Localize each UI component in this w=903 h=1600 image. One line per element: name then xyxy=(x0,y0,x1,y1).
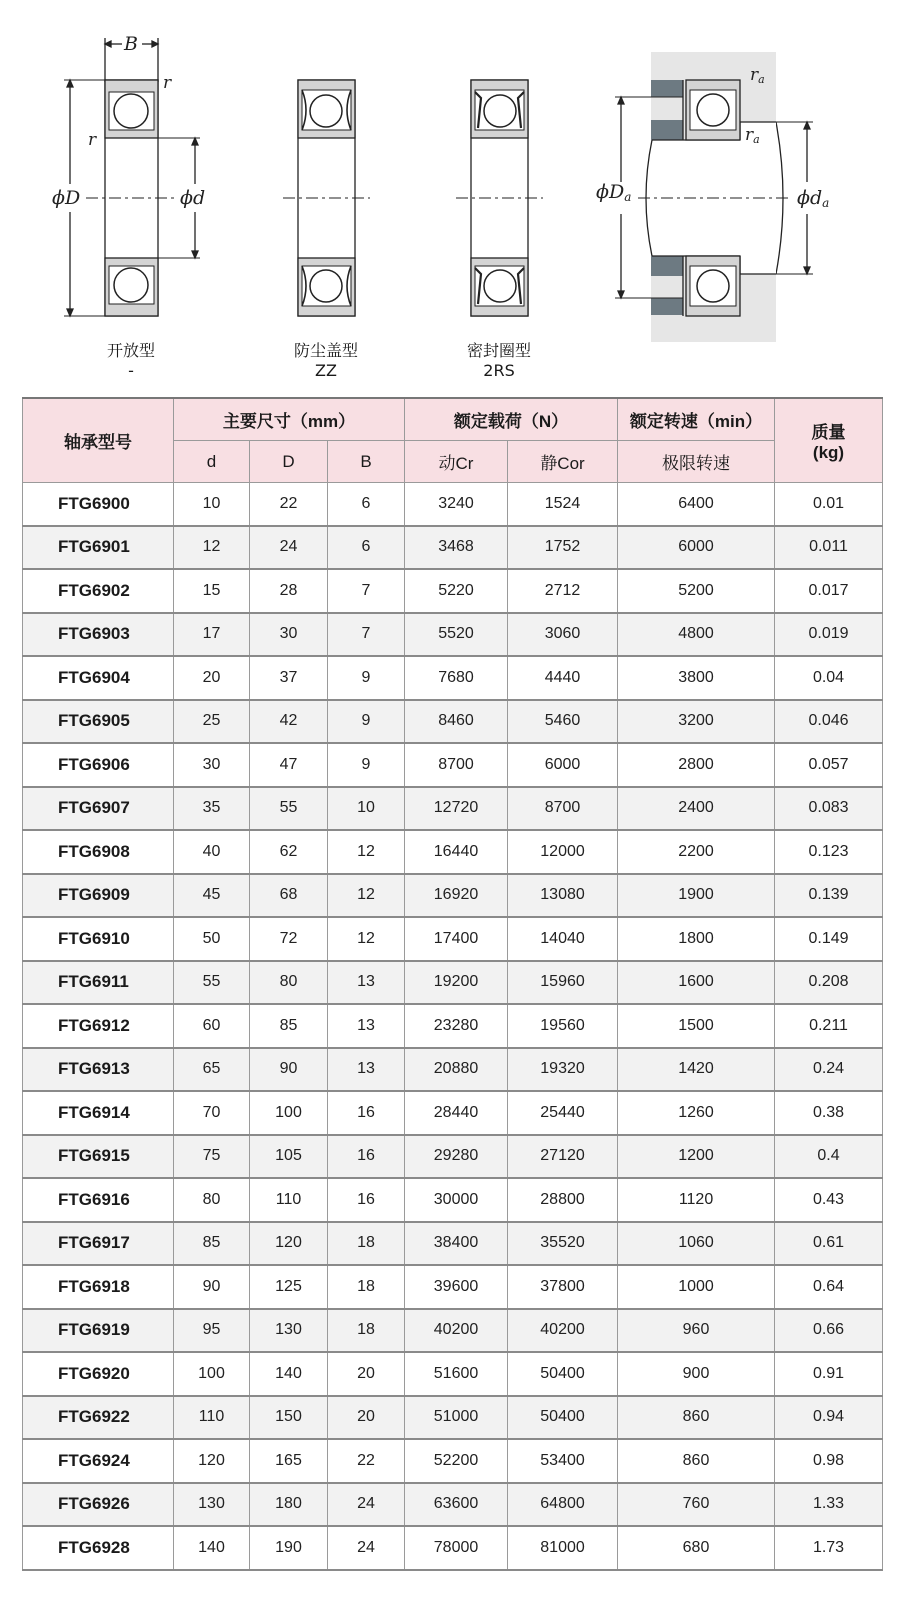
cell-cr: 12720 xyxy=(405,787,508,831)
cell-d: 95 xyxy=(174,1309,250,1353)
label-open-title: 开放型 xyxy=(106,341,155,360)
cell-limit-speed: 960 xyxy=(618,1309,775,1353)
cell-D: 22 xyxy=(250,483,328,526)
table-row xyxy=(23,1222,883,1266)
cell-d: 12 xyxy=(174,526,250,570)
cell-mass: 0.149 xyxy=(775,917,883,961)
cell-cr: 16920 xyxy=(405,874,508,918)
cell-D: 180 xyxy=(250,1483,328,1527)
cell-cr: 52200 xyxy=(405,1439,508,1483)
header-load: 额定载荷（N） xyxy=(405,398,618,441)
cell-D: 42 xyxy=(250,700,328,744)
cell-limit-speed: 1800 xyxy=(618,917,775,961)
cell-B: 16 xyxy=(328,1091,405,1135)
cell-cr: 8460 xyxy=(405,700,508,744)
header-d: d xyxy=(174,441,250,483)
cell-B: 24 xyxy=(328,1526,405,1570)
diagram-2rs xyxy=(456,80,543,316)
cell-d: 70 xyxy=(174,1091,250,1135)
cell-cr: 16440 xyxy=(405,830,508,874)
cell-d: 80 xyxy=(174,1178,250,1222)
cell-cor: 28800 xyxy=(508,1178,618,1222)
cell-B: 16 xyxy=(328,1135,405,1179)
cell-cor: 27120 xyxy=(508,1135,618,1179)
spec-table-body xyxy=(23,483,883,1570)
label-2rs-code: 2RS xyxy=(483,361,515,380)
cell-mass: 0.43 xyxy=(775,1178,883,1222)
table-row xyxy=(23,743,883,787)
cell-D: 140 xyxy=(250,1352,328,1396)
label-zz-code: ZZ xyxy=(315,361,337,380)
cell-model: FTG6917 xyxy=(23,1222,174,1266)
cell-cor: 25440 xyxy=(508,1091,618,1135)
cell-limit-speed: 1500 xyxy=(618,1004,775,1048)
cell-D: 100 xyxy=(250,1091,328,1135)
table-row xyxy=(23,1004,883,1048)
cell-cr: 5520 xyxy=(405,613,508,657)
cell-limit-speed: 6000 xyxy=(618,526,775,570)
cell-model: FTG6920 xyxy=(23,1352,174,1396)
cell-model: FTG6912 xyxy=(23,1004,174,1048)
table-row xyxy=(23,787,883,831)
cell-mass: 0.01 xyxy=(775,483,883,526)
cell-cor: 13080 xyxy=(508,874,618,918)
cell-limit-speed: 2200 xyxy=(618,830,775,874)
cell-d: 17 xyxy=(174,613,250,657)
cell-D: 190 xyxy=(250,1526,328,1570)
dim-phi-Da: ϕDa xyxy=(596,181,632,204)
cell-model: FTG6919 xyxy=(23,1309,174,1353)
table-row xyxy=(23,917,883,961)
cell-D: 55 xyxy=(250,787,328,831)
cell-cor: 53400 xyxy=(508,1439,618,1483)
table-row xyxy=(23,830,883,874)
header-model: 轴承型号 xyxy=(23,398,174,483)
cell-cor: 15960 xyxy=(508,961,618,1005)
cell-mass: 0.04 xyxy=(775,656,883,700)
cell-limit-speed: 1900 xyxy=(618,874,775,918)
table-row xyxy=(23,656,883,700)
cell-model: FTG6914 xyxy=(23,1091,174,1135)
cell-B: 9 xyxy=(328,700,405,744)
dim-phi-da: ϕda xyxy=(797,187,830,210)
table-row xyxy=(23,1352,883,1396)
cell-cor: 40200 xyxy=(508,1309,618,1353)
cell-limit-speed: 6400 xyxy=(618,483,775,526)
cell-B: 18 xyxy=(328,1265,405,1309)
cell-B: 12 xyxy=(328,917,405,961)
cell-D: 30 xyxy=(250,613,328,657)
cell-limit-speed: 860 xyxy=(618,1396,775,1440)
header-speed: 额定转速（min） xyxy=(618,398,775,441)
cell-B: 13 xyxy=(328,1004,405,1048)
cell-cr: 40200 xyxy=(405,1309,508,1353)
cell-d: 35 xyxy=(174,787,250,831)
cell-cr: 51000 xyxy=(405,1396,508,1440)
cell-mass: 0.94 xyxy=(775,1396,883,1440)
cell-limit-speed: 2800 xyxy=(618,743,775,787)
cell-B: 7 xyxy=(328,613,405,657)
dim-ra-top: ra xyxy=(750,65,765,86)
table-row xyxy=(23,1178,883,1222)
cell-D: 125 xyxy=(250,1265,328,1309)
cell-model: FTG6909 xyxy=(23,874,174,918)
cell-limit-speed: 760 xyxy=(618,1483,775,1527)
cell-mass: 0.139 xyxy=(775,874,883,918)
cell-model: FTG6905 xyxy=(23,700,174,744)
cell-mass: 1.33 xyxy=(775,1483,883,1527)
cell-mass: 0.24 xyxy=(775,1048,883,1092)
cell-B: 20 xyxy=(328,1352,405,1396)
cell-D: 130 xyxy=(250,1309,328,1353)
cell-d: 130 xyxy=(174,1483,250,1527)
cell-D: 47 xyxy=(250,743,328,787)
cell-d: 110 xyxy=(174,1396,250,1440)
cell-mass: 0.211 xyxy=(775,1004,883,1048)
cell-mass: 0.057 xyxy=(775,743,883,787)
diagram-mounting xyxy=(615,52,813,342)
header-mass-label: 质量 xyxy=(811,423,846,442)
cell-limit-speed: 3800 xyxy=(618,656,775,700)
cell-B: 13 xyxy=(328,1048,405,1092)
cell-B: 20 xyxy=(328,1396,405,1440)
label-zz-title: 防尘盖型 xyxy=(293,341,358,360)
cell-D: 62 xyxy=(250,830,328,874)
table-row xyxy=(23,1526,883,1570)
cell-cor: 1752 xyxy=(508,526,618,570)
cell-B: 6 xyxy=(328,526,405,570)
table-row xyxy=(23,1265,883,1309)
cell-d: 75 xyxy=(174,1135,250,1179)
cell-B: 7 xyxy=(328,569,405,613)
table-row xyxy=(23,1135,883,1179)
cell-D: 110 xyxy=(250,1178,328,1222)
cell-model: FTG6900 xyxy=(23,483,174,526)
cell-model: FTG6901 xyxy=(23,526,174,570)
cell-model: FTG6903 xyxy=(23,613,174,657)
cell-mass: 0.38 xyxy=(775,1091,883,1135)
cell-model: FTG6913 xyxy=(23,1048,174,1092)
table-row xyxy=(23,526,883,570)
table-row xyxy=(23,613,883,657)
cell-D: 105 xyxy=(250,1135,328,1179)
cell-cor: 4440 xyxy=(508,656,618,700)
cell-limit-speed: 1000 xyxy=(618,1265,775,1309)
header-limit-speed: 极限转速 xyxy=(618,441,775,483)
table-row xyxy=(23,569,883,613)
cell-mass: 0.61 xyxy=(775,1222,883,1266)
table-row xyxy=(23,961,883,1005)
cell-model: FTG6908 xyxy=(23,830,174,874)
cell-d: 120 xyxy=(174,1439,250,1483)
bearing-diagrams xyxy=(0,0,903,395)
dim-ra-side: ra xyxy=(745,125,760,146)
cell-mass: 0.208 xyxy=(775,961,883,1005)
cell-B: 18 xyxy=(328,1222,405,1266)
cell-limit-speed: 5200 xyxy=(618,569,775,613)
cell-cor: 64800 xyxy=(508,1483,618,1527)
table-row xyxy=(23,483,883,526)
cell-mass: 0.011 xyxy=(775,526,883,570)
cell-model: FTG6926 xyxy=(23,1483,174,1527)
diagram-zz xyxy=(283,80,370,316)
cell-cr: 38400 xyxy=(405,1222,508,1266)
cell-cr: 51600 xyxy=(405,1352,508,1396)
cell-B: 18 xyxy=(328,1309,405,1353)
label-2rs-title: 密封圈型 xyxy=(466,341,531,360)
cell-mass: 0.123 xyxy=(775,830,883,874)
cell-limit-speed: 1060 xyxy=(618,1222,775,1266)
dim-r-side: r xyxy=(88,130,97,150)
cell-mass: 0.66 xyxy=(775,1309,883,1353)
cell-mass: 0.91 xyxy=(775,1352,883,1396)
cell-D: 28 xyxy=(250,569,328,613)
cell-cor: 6000 xyxy=(508,743,618,787)
cell-d: 60 xyxy=(174,1004,250,1048)
cell-model: FTG6924 xyxy=(23,1439,174,1483)
cell-cor: 19560 xyxy=(508,1004,618,1048)
cell-D: 37 xyxy=(250,656,328,700)
cell-limit-speed: 2400 xyxy=(618,787,775,831)
cell-d: 20 xyxy=(174,656,250,700)
cell-model: FTG6918 xyxy=(23,1265,174,1309)
label-2rs xyxy=(449,341,549,381)
table-row xyxy=(23,700,883,744)
cell-B: 9 xyxy=(328,656,405,700)
table-row xyxy=(23,1439,883,1483)
cell-cr: 78000 xyxy=(405,1526,508,1570)
table-row xyxy=(23,1309,883,1353)
cell-cor: 14040 xyxy=(508,917,618,961)
cell-cor: 2712 xyxy=(508,569,618,613)
cell-B: 6 xyxy=(328,483,405,526)
cell-d: 50 xyxy=(174,917,250,961)
cell-model: FTG6915 xyxy=(23,1135,174,1179)
cell-mass: 0.017 xyxy=(775,569,883,613)
dim-B: B xyxy=(124,33,138,55)
cell-D: 24 xyxy=(250,526,328,570)
cell-B: 13 xyxy=(328,961,405,1005)
cell-model: FTG6904 xyxy=(23,656,174,700)
table-row xyxy=(23,1048,883,1092)
cell-B: 12 xyxy=(328,874,405,918)
cell-cor: 12000 xyxy=(508,830,618,874)
cell-mass: 1.73 xyxy=(775,1526,883,1570)
cell-D: 80 xyxy=(250,961,328,1005)
cell-limit-speed: 1260 xyxy=(618,1091,775,1135)
table-row xyxy=(23,1396,883,1440)
header-mass-unit: (kg) xyxy=(812,443,845,462)
cell-cr: 17400 xyxy=(405,917,508,961)
cell-cr: 63600 xyxy=(405,1483,508,1527)
cell-d: 15 xyxy=(174,569,250,613)
cell-B: 10 xyxy=(328,787,405,831)
cell-model: FTG6922 xyxy=(23,1396,174,1440)
cell-limit-speed: 4800 xyxy=(618,613,775,657)
cell-D: 120 xyxy=(250,1222,328,1266)
cell-cr: 3468 xyxy=(405,526,508,570)
dim-r-top: r xyxy=(163,73,172,93)
cell-B: 9 xyxy=(328,743,405,787)
cell-limit-speed: 680 xyxy=(618,1526,775,1570)
cell-model: FTG6916 xyxy=(23,1178,174,1222)
cell-d: 90 xyxy=(174,1265,250,1309)
dim-phi-D: ϕD xyxy=(52,187,81,209)
cell-cr: 3240 xyxy=(405,483,508,526)
cell-cor: 3060 xyxy=(508,613,618,657)
cell-cor: 35520 xyxy=(508,1222,618,1266)
diagram-open xyxy=(64,38,200,316)
cell-cr: 19200 xyxy=(405,961,508,1005)
cell-B: 16 xyxy=(328,1178,405,1222)
cell-cr: 28440 xyxy=(405,1091,508,1135)
table-row xyxy=(23,874,883,918)
cell-limit-speed: 1120 xyxy=(618,1178,775,1222)
cell-mass: 0.98 xyxy=(775,1439,883,1483)
cell-cor: 19320 xyxy=(508,1048,618,1092)
cell-limit-speed: 3200 xyxy=(618,700,775,744)
cell-d: 65 xyxy=(174,1048,250,1092)
cell-cor: 81000 xyxy=(508,1526,618,1570)
cell-d: 55 xyxy=(174,961,250,1005)
cell-cor: 50400 xyxy=(508,1352,618,1396)
cell-limit-speed: 1420 xyxy=(618,1048,775,1092)
bearing-diagrams-svg xyxy=(0,0,903,395)
cell-D: 85 xyxy=(250,1004,328,1048)
cell-d: 30 xyxy=(174,743,250,787)
cell-cr: 30000 xyxy=(405,1178,508,1222)
cell-cr: 5220 xyxy=(405,569,508,613)
header-mass xyxy=(775,398,883,483)
cell-d: 85 xyxy=(174,1222,250,1266)
header-cr: 动Cr xyxy=(405,441,508,483)
cell-cor: 37800 xyxy=(508,1265,618,1309)
header-B: B xyxy=(328,441,405,483)
cell-d: 140 xyxy=(174,1526,250,1570)
cell-cr: 23280 xyxy=(405,1004,508,1048)
cell-d: 25 xyxy=(174,700,250,744)
table-row xyxy=(23,1483,883,1527)
cell-limit-speed: 900 xyxy=(618,1352,775,1396)
cell-D: 150 xyxy=(250,1396,328,1440)
label-open-code: - xyxy=(128,361,134,380)
bearing-spec-table xyxy=(22,397,883,1571)
table-row xyxy=(23,1091,883,1135)
cell-d: 40 xyxy=(174,830,250,874)
cell-cor: 8700 xyxy=(508,787,618,831)
cell-model: FTG6928 xyxy=(23,1526,174,1570)
cell-d: 10 xyxy=(174,483,250,526)
cell-model: FTG6907 xyxy=(23,787,174,831)
cell-B: 12 xyxy=(328,830,405,874)
header-dims: 主要尺寸（mm） xyxy=(174,398,405,441)
cell-mass: 0.083 xyxy=(775,787,883,831)
header-D: D xyxy=(250,441,328,483)
header-cor: 静Cor xyxy=(508,441,618,483)
cell-D: 68 xyxy=(250,874,328,918)
cell-model: FTG6910 xyxy=(23,917,174,961)
cell-cr: 29280 xyxy=(405,1135,508,1179)
cell-cr: 7680 xyxy=(405,656,508,700)
cell-cor: 5460 xyxy=(508,700,618,744)
cell-D: 72 xyxy=(250,917,328,961)
cell-d: 100 xyxy=(174,1352,250,1396)
cell-mass: 0.019 xyxy=(775,613,883,657)
label-open xyxy=(81,341,181,381)
cell-B: 24 xyxy=(328,1483,405,1527)
cell-limit-speed: 1600 xyxy=(618,961,775,1005)
cell-model: FTG6911 xyxy=(23,961,174,1005)
cell-cr: 20880 xyxy=(405,1048,508,1092)
cell-cor: 1524 xyxy=(508,483,618,526)
label-zz xyxy=(276,341,376,381)
dim-phi-d: ϕd xyxy=(180,187,206,209)
cell-limit-speed: 860 xyxy=(618,1439,775,1483)
cell-mass: 0.4 xyxy=(775,1135,883,1179)
cell-mass: 0.046 xyxy=(775,700,883,744)
cell-cr: 8700 xyxy=(405,743,508,787)
cell-D: 165 xyxy=(250,1439,328,1483)
cell-model: FTG6902 xyxy=(23,569,174,613)
cell-D: 90 xyxy=(250,1048,328,1092)
cell-B: 22 xyxy=(328,1439,405,1483)
cell-model: FTG6906 xyxy=(23,743,174,787)
cell-limit-speed: 1200 xyxy=(618,1135,775,1179)
cell-mass: 0.64 xyxy=(775,1265,883,1309)
cell-d: 45 xyxy=(174,874,250,918)
cell-cr: 39600 xyxy=(405,1265,508,1309)
cell-cor: 50400 xyxy=(508,1396,618,1440)
